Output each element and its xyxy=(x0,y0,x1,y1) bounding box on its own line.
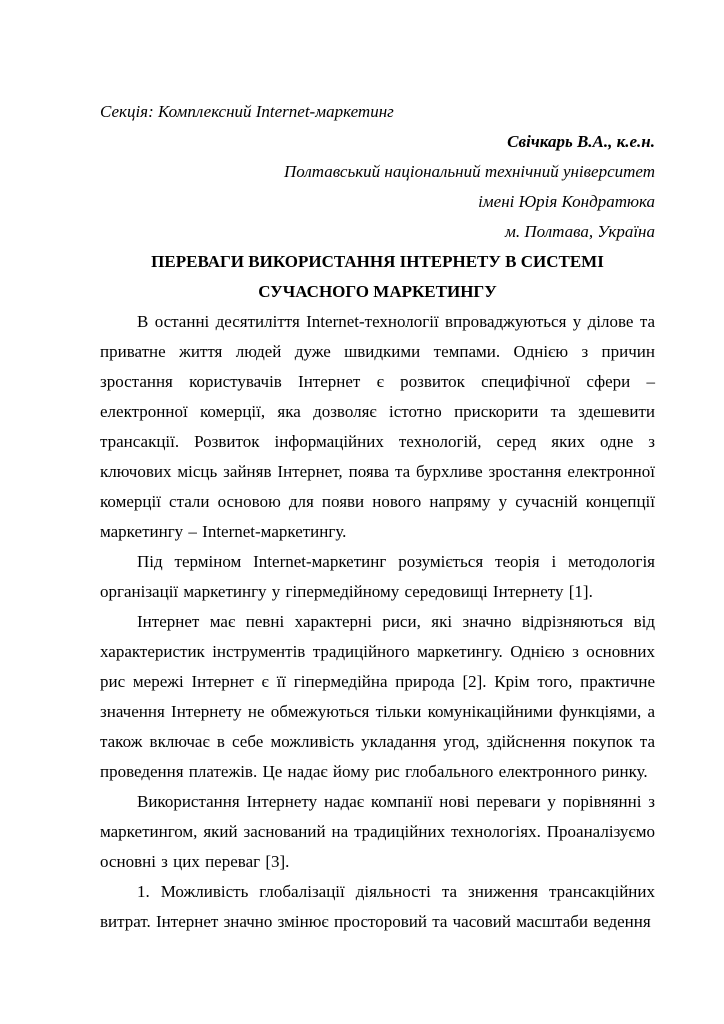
document-title xyxy=(100,247,655,307)
body-paragraph-2: Під терміном Internet-маркетинг розуміється теорія і методологія організації маркетингу у гіпермедійному середовищі Інтернету [1]. xyxy=(100,552,655,601)
body-paragraph-5: 1. Можливість глобалізації діяльності та зниження трансакційних витрат. Інтернет значно змінює просторовий та часовий масштаби ведення xyxy=(100,882,655,931)
body-paragraph-4: Використання Інтернету надає компанії нові переваги у порівнянні з маркетингом, який заснований на традиційних технологіях. Проаналізуємо основні з цих переваг [3]. xyxy=(100,792,655,871)
title-line-2: СУЧАСНОГО МАРКЕТИНГУ xyxy=(258,282,497,301)
body-paragraph-3: Інтернет має певні характерні риси, які значно відрізняються від характеристик інструментів традиційного маркетингу. Однією з основних рис мережі Інтернет є її гіпермедійна природа [2]. Крім того, практичне значення Інтернету не обмежуються тільки комунікаційними функціями, а також включає в себе можливість укладання угод, здійснення покупок та проведення платежів. Це надає йому рис глобального електронного ринку. xyxy=(100,612,655,781)
title-line-1: ПЕРЕВАГИ ВИКОРИСТАННЯ ІНТЕРНЕТУ В СИСТЕМІ xyxy=(151,252,604,271)
author-line: Свічкарь В.А., к.е.н. xyxy=(507,132,655,151)
body-paragraph-1: В останні десятиліття Internet-технології впроваджуються у ділове та приватне життя людей дуже швидкими темпами. Однією з причин зростання користувачів Інтернет є розвиток специфічної сфери – електронної комерції, яка дозволяє істотно прискорити та здешевити трансакції. Розвиток інформаційних технологій, серед яких одне з ключових місць зайняв Інтернет, поява та бурхливе зростання електронної комерції стали основою для появи нового напряму у сучасній концепції маркетингу – Internet-маркетингу. xyxy=(100,312,655,541)
affiliation-line-2: імені Юрія Кондратюка xyxy=(478,192,655,211)
affiliation-line-1: Полтавський національний технічний університет xyxy=(284,162,655,181)
affiliation-line-3: м. Полтава, Україна xyxy=(505,222,655,241)
section-heading: Секція: Комплексний Internet-маркетинг xyxy=(100,102,394,121)
